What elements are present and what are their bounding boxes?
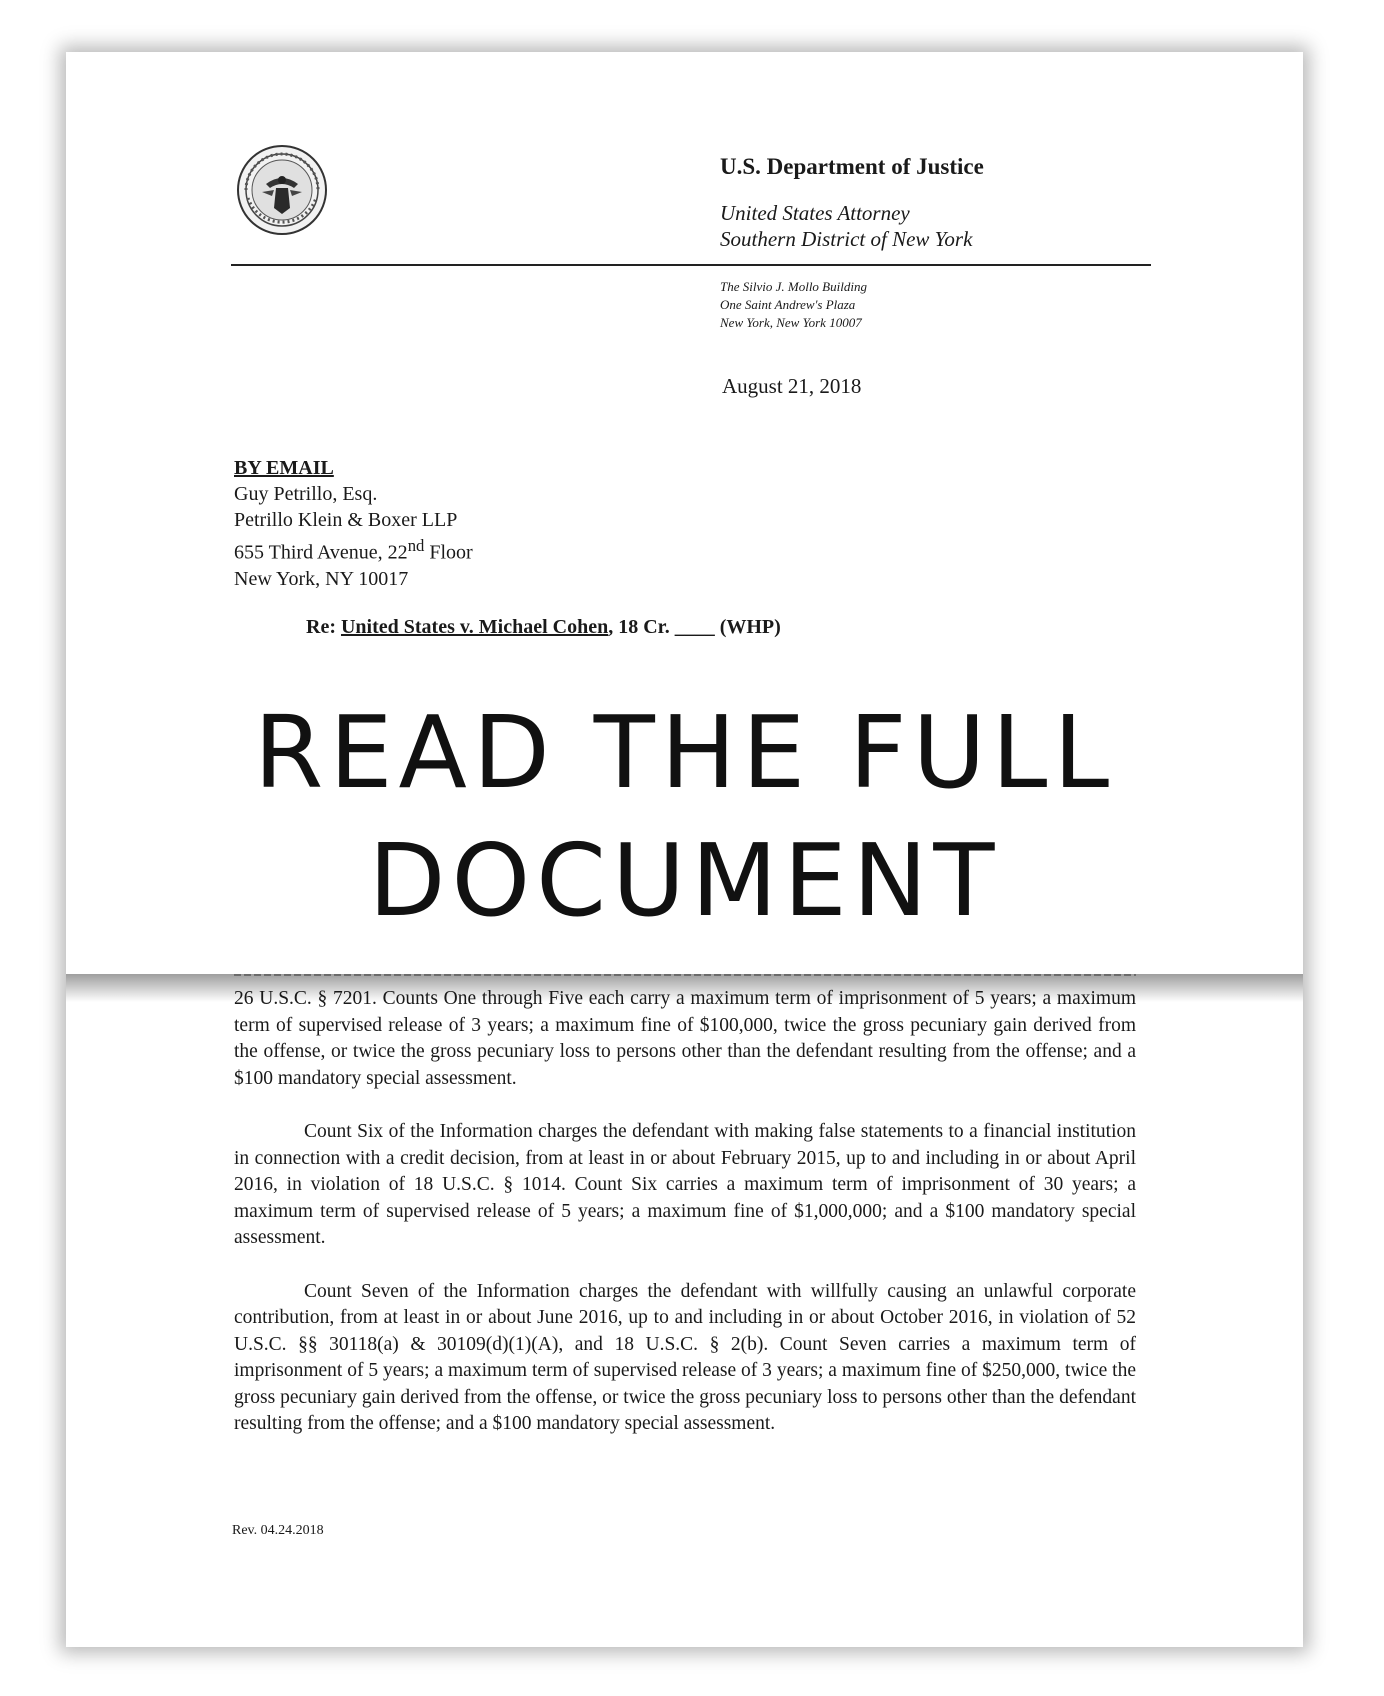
office-address (720, 278, 867, 332)
address-line-3: New York, New York 10007 (720, 315, 862, 330)
recipient-firm: Petrillo Klein & Boxer LLP (234, 509, 458, 531)
recipient-name: Guy Petrillo, Esq. (234, 483, 378, 505)
street-superscript: nd (407, 536, 425, 555)
address-line-1: The Silvio J. Mollo Building (720, 279, 867, 294)
recipient-block (234, 455, 473, 592)
delivery-method: BY EMAIL (234, 457, 334, 479)
paragraph-count-seven: Count Seven of the Information charges the defendant with willfully causing an unlawful corporate contribution, from at least in or about June 2016, up to and including in or about October 2016, in violation of 52 U.S.C. §§ 30118(a) & 30109(d)(1)(A), and 18 U.S.C. § 2(b). Count Seven carries a maximum term of imprisonment of 5 years; a maximum term of supervised release of 3 years; a maximum fine of $250,000, twice the gross pecuniary gain derived from the offense, or twice the gross pecuniary loss to persons other than the defendant resulting from the offense; and a $100 mandatory special assessment. (234, 1280, 1136, 1434)
office-name (720, 200, 984, 252)
street-suffix: Floor (424, 541, 473, 564)
document-page (66, 52, 1303, 1647)
banner-line-2: DOCUMENT (368, 821, 1001, 939)
revision-note: Rev. 04.24.2018 (232, 1523, 324, 1538)
banner-line-1: READ THE FULL (253, 693, 1116, 811)
letter-date: August 21, 2018 (722, 374, 862, 398)
department-name: U.S. Department of Justice (720, 154, 984, 179)
office-line-1: United States Attorney (720, 201, 910, 225)
docket-number: , 18 Cr. ____ (WHP) (608, 616, 781, 638)
letterhead (720, 152, 984, 252)
re-line (306, 616, 781, 639)
letterhead-divider (231, 264, 1151, 266)
office-line-2: Southern District of New York (720, 227, 973, 251)
recipient-street (234, 533, 473, 566)
read-full-document-banner[interactable] (66, 659, 1303, 974)
street-prefix: 655 Third Avenue, 22 (234, 541, 408, 564)
doj-seal-icon (236, 144, 328, 236)
address-line-2: One Saint Andrew's Plaza (720, 297, 856, 312)
letter-body (234, 986, 1136, 1465)
recipient-city: New York, NY 10017 (234, 567, 409, 590)
banner-text (254, 689, 1115, 945)
paragraph-counts-one-five: term of supervised release of 3 years; a maximum fine of $100,000, twice the gross pecuniary gain derived from the offense, or twice the gross pecuniary loss to persons other than the defendant resulting from the offense; and a $100 mandatory special assessment. (234, 1014, 1136, 1089)
case-name: United States v. Michael Cohen (340, 616, 609, 638)
paragraph-count-six: Count Six of the Information charges the defendant with making false statements to a financial institution in connection with a credit decision, from at least in or about February 2015, up to and including in or about April 2016, in violation of 18 U.S.C. § 1014. Count Six carries a maximum term of imprisonment of 30 years; a maximum term of supervised release of 5 years; a maximum fine of $1,000,000; and a $100 mandatory special assessment. (234, 1121, 1136, 1248)
re-label: Re: (306, 616, 336, 638)
